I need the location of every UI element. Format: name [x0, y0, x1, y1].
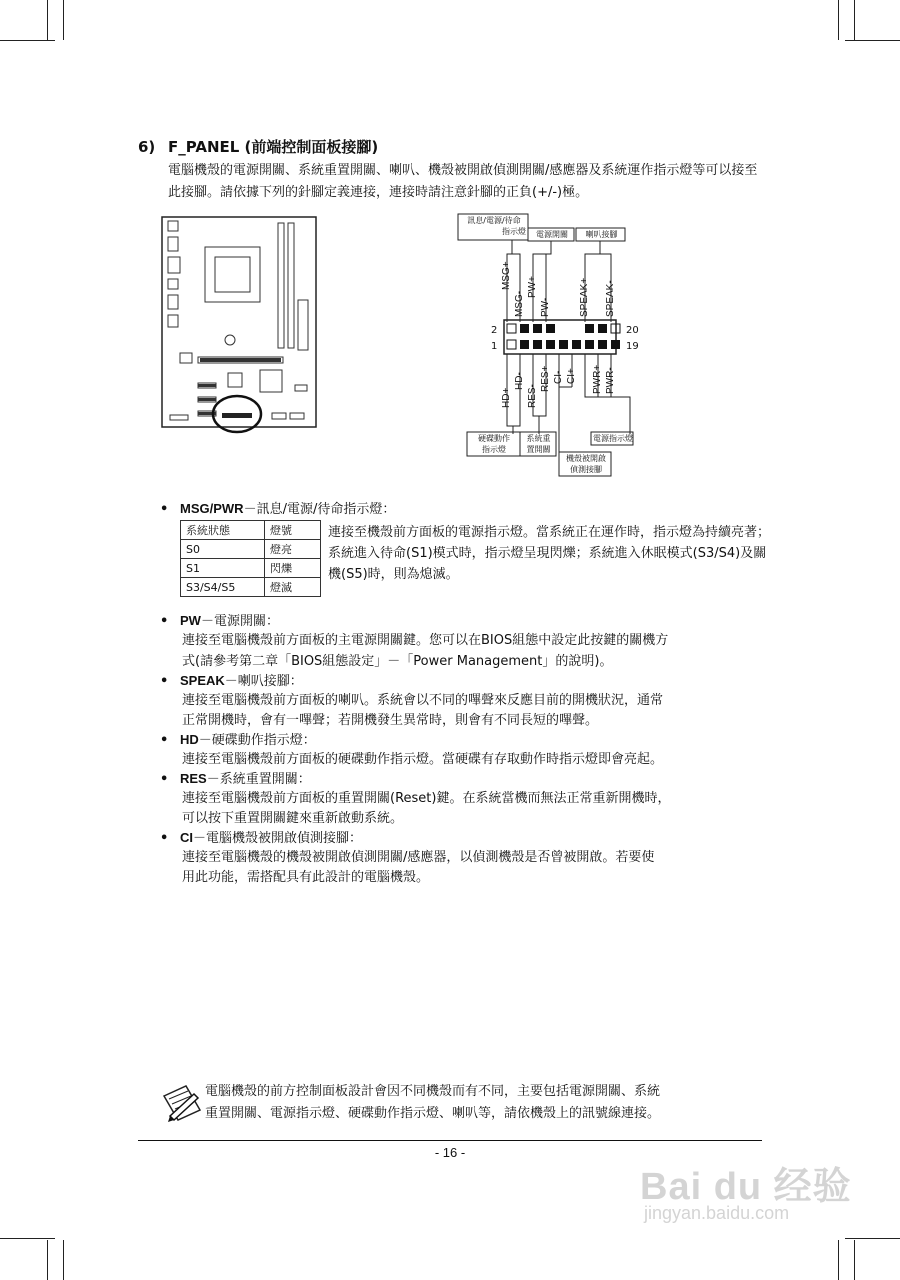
table-row — [181, 559, 321, 578]
table-cell-state: S1 — [181, 559, 265, 578]
ci-text-line2: 用此功能，需搭配具有此設計的電腦機殼。 — [182, 870, 430, 885]
msg-pwr-text: 連接至機殼前方面板的電源指示燈。當系統正在運作時，指示燈為持續亮著；系統進入待命(S1)模式時，指示燈呈現閃爍；系統進入休眠模式(S3/S4)及關機(S5)時，則為熄滅。 — [328, 525, 771, 582]
crop-mark — [845, 40, 900, 41]
ci-term: CI — [180, 830, 193, 845]
hd-heading: • HD－硬碟動作指示燈： — [160, 732, 316, 748]
crop-mark — [854, 0, 855, 40]
crop-mark — [0, 1238, 55, 1239]
table-cell-state: S3/S4/S5 — [181, 578, 265, 597]
res-term: RES — [180, 771, 207, 786]
crop-mark — [854, 1240, 855, 1280]
hd-term: HD — [180, 732, 199, 747]
crop-mark — [0, 40, 55, 41]
crop-mark — [838, 1240, 839, 1280]
pin-number-2: 2 — [491, 325, 498, 336]
label-pw-group: 電源開關 — [536, 230, 568, 239]
label-speak-group: 喇叭接腳 — [585, 230, 618, 239]
crop-mark — [63, 1240, 64, 1280]
note-text — [205, 1081, 770, 1125]
speak-desc: －喇叭接腳： — [224, 674, 303, 689]
baidu-watermark — [640, 1155, 852, 1223]
motherboard-illustration — [160, 215, 320, 440]
msg-pwr-term: MSG/PWR — [180, 501, 244, 516]
pw-heading: • PW－電源開關： — [160, 613, 279, 629]
res-text-line1: 連接至電腦機殼前方面板的重置開關(Reset)鍵。在系統當機而無法正常重新開機時， — [182, 791, 671, 806]
note-pencil-icon — [160, 1082, 204, 1124]
label-msg-group: 訊息/電源/待命 指示燈 — [467, 216, 526, 236]
pw-text-line2: 式(請參考第二章「BIOS組態設定」－「Power Management」的說明)。 — [182, 654, 613, 669]
msg-pwr-heading: • MSG/PWR－訊息/電源/待命指示燈： — [160, 501, 396, 517]
section-intro: 電腦機殼的電源開關、系統重置開關、喇叭、機殼被開啟偵測開關/感應器及系統運作指示燈等可以接至此接腳。請依據下列的針腳定義連接，連接時請注意針腳的正負(+/-)極。 — [168, 163, 758, 200]
table-header-row — [181, 521, 321, 540]
pin-label-res-plus: RES+ — [540, 365, 551, 392]
msg-pwr-desc: －訊息/電源/待命指示燈： — [243, 502, 396, 517]
ci-desc: －電腦機殼被開啟偵測接腳： — [193, 831, 363, 846]
res-heading: • RES－系統重置開關： — [160, 771, 311, 787]
speak-text-line2: 正常開機時，會有一嗶聲；若開機發生異常時，則會有不同長短的嗶聲。 — [182, 713, 599, 728]
hd-desc: －硬碟動作指示燈： — [198, 733, 316, 748]
pin-label-msg-minus: MSG- — [514, 290, 525, 317]
crop-mark — [63, 0, 64, 40]
section-number: 6) — [138, 138, 156, 156]
label-pwr-group: 電源指示燈 — [593, 434, 633, 443]
pw-desc: －電源開關： — [200, 614, 279, 629]
hd-text-line1: 連接至電腦機殼前方面板的硬碟動作指示燈。當硬碟有存取動作時指示燈即會亮起。 — [182, 752, 664, 767]
pin-label-pwr-minus: PWR- — [605, 367, 616, 394]
pin-label-ci-plus: CI+ — [566, 368, 577, 384]
table-cell-led: 燈亮 — [265, 540, 321, 559]
pin-label-speak-minus: SPEAK- — [605, 280, 616, 317]
speak-heading: • SPEAK－喇叭接腳： — [160, 673, 303, 689]
crop-mark — [845, 1238, 900, 1239]
watermark-brand: Bai du 经验 — [640, 1166, 852, 1208]
pin-label-pw-minus: PW- — [540, 297, 551, 317]
pin-label-res-minus: RES- — [527, 384, 538, 408]
pin-label-hd-plus: HD+ — [501, 387, 512, 408]
page-number: - 16 - — [434, 1145, 466, 1160]
pin-label-pw-plus: PW+ — [527, 276, 538, 298]
speak-text-line1: 連接至電腦機殼前方面板的喇叭。系統會以不同的嗶聲來反應目前的開機狀況，通常 — [182, 693, 664, 708]
crop-mark — [47, 0, 48, 40]
crop-mark — [47, 1240, 48, 1280]
table-row — [181, 578, 321, 597]
section-title — [138, 136, 378, 157]
note-line1: 電腦機殼的前方控制面板設計會因不同機殼而有不同，主要包括電源開關、系統 — [205, 1084, 661, 1099]
res-text-line2: 可以按下重置開關鍵來重新啟動系統。 — [182, 811, 404, 826]
table-header-state: 系統狀態 — [181, 521, 265, 540]
label-res-group: 系統重 置開關 — [526, 434, 551, 454]
footer-rule — [138, 1140, 762, 1141]
pin-number-19: 19 — [626, 341, 639, 352]
pin-label-hd-minus: HD- — [514, 372, 525, 390]
table-header-led: 燈號 — [265, 521, 321, 540]
pin-label-speak-plus: SPEAK+ — [579, 277, 590, 317]
ci-text-line1: 連接至電腦機殼的機殼被開啟偵測開關/感應器，以偵測機殼是否曾被開啟。若要使 — [182, 850, 655, 865]
crop-mark — [838, 0, 839, 40]
pin-label-pwr-plus: PWR+ — [592, 364, 603, 394]
label-ci-group: 機殼被開啟 偵測接腳 — [566, 454, 606, 474]
table-row — [181, 540, 321, 559]
table-cell-led: 閃爍 — [265, 559, 321, 578]
pin-label-ci-minus: CI- — [553, 370, 564, 384]
watermark-url: jingyan.baidu.com — [644, 1203, 790, 1223]
label-hd-group: 硬碟動作 指示燈 — [478, 434, 510, 454]
system-state-table — [180, 520, 321, 597]
pin-label-msg-plus: MSG+ — [501, 261, 512, 290]
ci-heading: • CI－電腦機殼被開啟偵測接腳： — [160, 830, 363, 846]
pw-term: PW — [180, 613, 201, 628]
speak-term: SPEAK — [180, 673, 225, 688]
pw-text-line1: 連接至電腦機殼前方面板的主電源開關鍵。您可以在BIOS組態中設定此按鍵的關機方 — [182, 633, 669, 648]
table-cell-led: 燈滅 — [265, 578, 321, 597]
note-line2: 重置開關、電源指示燈、硬碟動作指示燈、喇叭等，請依機殼上的訊號線連接。 — [205, 1106, 661, 1121]
res-desc: －系統重置開關： — [206, 772, 311, 787]
section-title-text: F_PANEL (前端控制面板接腳) — [168, 138, 379, 156]
pin-number-1: 1 — [491, 341, 498, 352]
table-cell-state: S0 — [181, 540, 265, 559]
pin-number-20: 20 — [626, 325, 639, 336]
